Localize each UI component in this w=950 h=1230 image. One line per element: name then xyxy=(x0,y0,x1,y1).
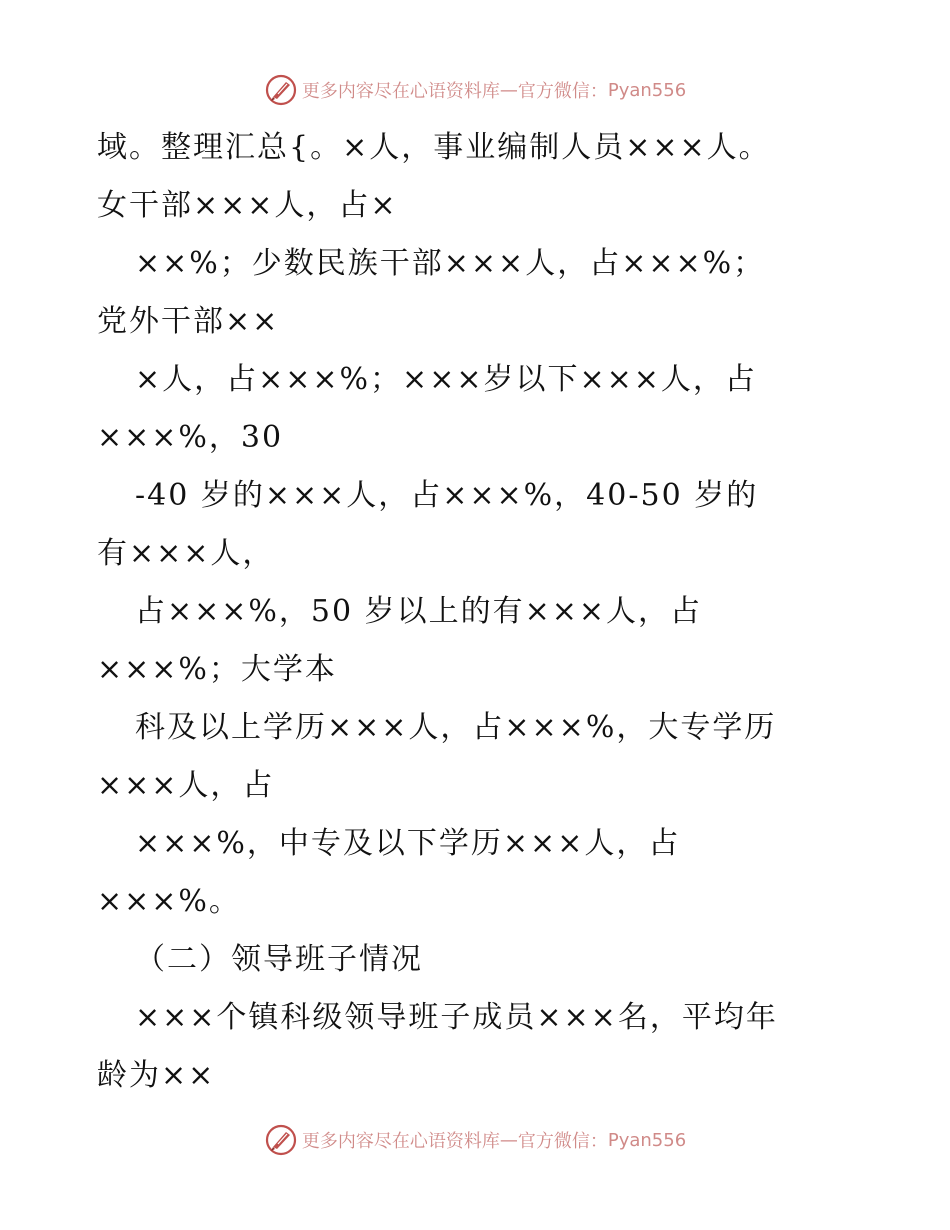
text-line-11: 科及以上学历×××人，占×××%，大专学历 xyxy=(135,710,777,745)
text-line-12: ×××人，占 xyxy=(97,768,275,803)
text-line-6: ×××%，30 xyxy=(97,420,284,455)
text-line-13: ×××%，中专及以下学历×××人，占 xyxy=(135,826,681,861)
header-watermark xyxy=(0,70,950,110)
text-line-10: ×××%；大学本 xyxy=(97,652,337,687)
text-line-14: ×××%。 xyxy=(97,884,241,919)
watermark-account: Pyan556 xyxy=(607,1129,687,1151)
text-line-7: -40 岁的×××人，占×××%，40-50 岁的 xyxy=(135,478,759,513)
watermark-brand-text: 更多内容尽在心语资料库 xyxy=(301,1131,500,1152)
quill-pen-logo-icon xyxy=(264,1123,298,1157)
quill-pen-logo-icon xyxy=(264,73,298,107)
text-line-1: 域。整理汇总{。×人，事业编制人员×××人。 xyxy=(97,130,771,165)
text-line-16: ×××个镇科级领导班子成员×××名，平均年 xyxy=(135,1000,778,1035)
text-line-3: ××%；少数民族干部×××人，占×××%； xyxy=(135,246,766,281)
text-line-5: ×人，占×××%；×××岁以下×××人，占 xyxy=(135,362,757,397)
text-line-17: 龄为×× xyxy=(97,1058,216,1093)
watermark-dash: — xyxy=(499,79,518,101)
watermark-wechat-label: 官方微信： xyxy=(517,81,608,102)
watermark-brand-text: 更多内容尽在心语资料库 xyxy=(301,81,500,102)
watermark-account: Pyan556 xyxy=(607,79,687,101)
text-line-8: 有×××人， xyxy=(97,536,275,571)
text-line-2: 女干部×××人，占× xyxy=(97,188,398,223)
text-line-9: 占×××%，50 岁以上的有×××人，占 xyxy=(135,594,703,629)
section-heading: （二）领导班子情况 xyxy=(135,942,423,977)
footer-watermark xyxy=(0,1120,950,1160)
text-line-4: 党外干部×× xyxy=(97,304,280,339)
watermark-wechat-label: 官方微信： xyxy=(517,1131,608,1152)
watermark-dash: — xyxy=(499,1129,518,1151)
